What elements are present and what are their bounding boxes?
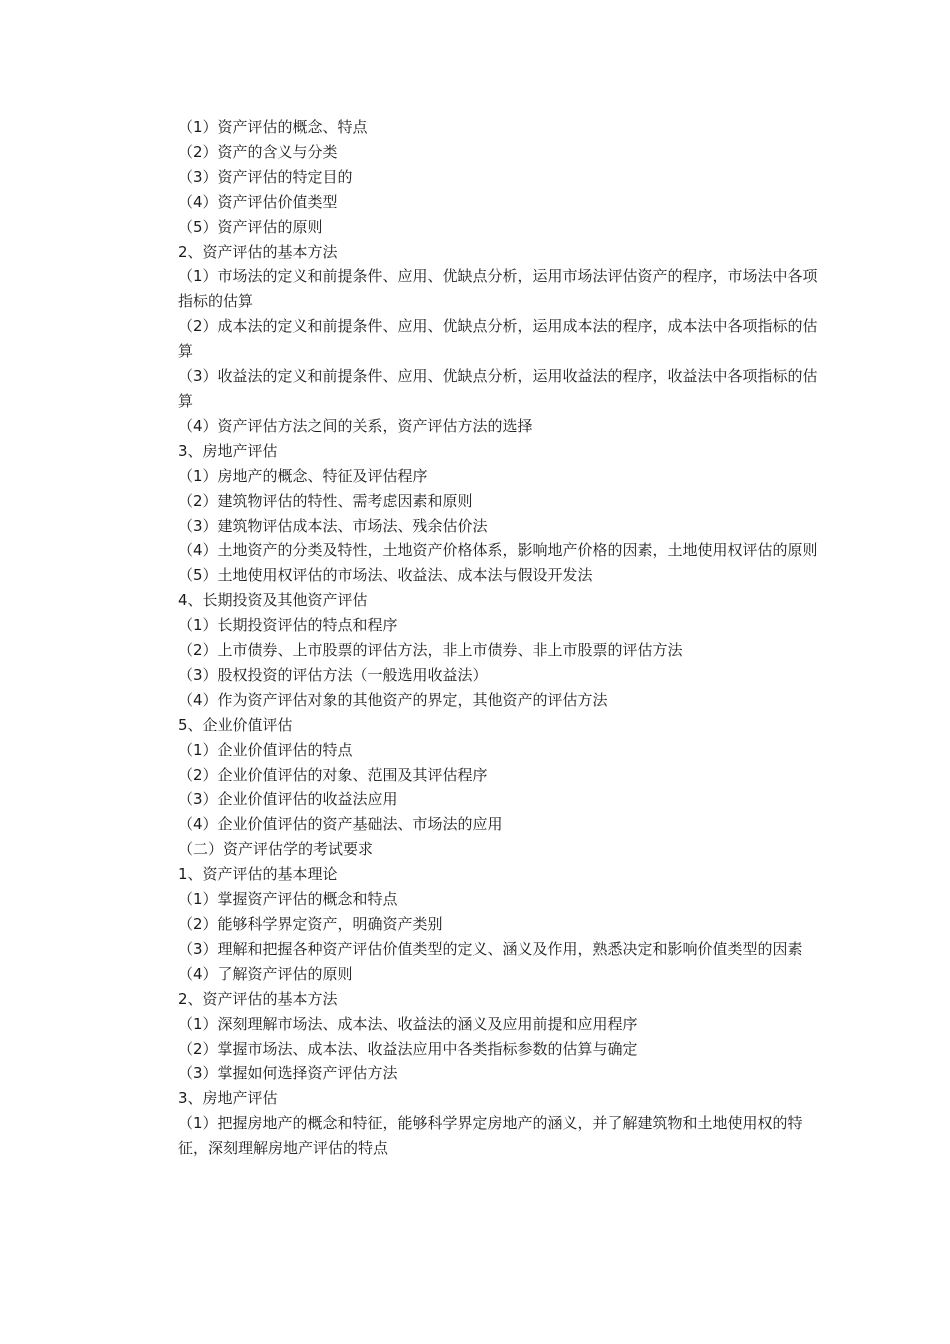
list-item: （5）资产评估的原则 — [178, 217, 323, 236]
list-item: （4）作为资产评估对象的其他资产的界定，其他资产的评估方法 — [178, 690, 608, 709]
list-item: （1）市场法的定义和前提条件、应用、优缺点分析，运用市场法评估资产的程序，市场法中各项指标的估算 — [178, 267, 818, 311]
list-item: （3）企业价值评估的收益法应用 — [178, 790, 398, 809]
list-item: （2）成本法的定义和前提条件、应用、优缺点分析，运用成本法的程序，成本法中各项指标的估算 — [178, 317, 818, 361]
document-body — [178, 115, 818, 1161]
list-item: （2）资产的含义与分类 — [178, 142, 338, 161]
section-heading: 2、资产评估的基本方法 — [178, 242, 338, 261]
list-item: （1）深刻理解市场法、成本法、收益法的涵义及应用前提和应用程序 — [178, 1014, 638, 1033]
list-item: （2）能够科学界定资产，明确资产类别 — [178, 915, 443, 933]
list-item: （1）企业价值评估的特点 — [178, 740, 353, 759]
list-item: （3）掌握如何选择资产评估方法 — [178, 1064, 398, 1083]
section-heading: 3、房地产评估 — [178, 441, 278, 460]
list-item: （2）掌握市场法、成本法、收益法应用中各类指标参数的估算与确定 — [178, 1039, 638, 1058]
section-heading: 5、企业价值评估 — [178, 715, 293, 734]
list-item: （2）建筑物评估的特性、需考虑因素和原则 — [178, 491, 473, 510]
list-item: （4）了解资产评估的原则 — [178, 964, 353, 983]
section-heading: 1、资产评估的基本理论 — [178, 865, 338, 884]
list-item: （5）土地使用权评估的市场法、收益法、成本法与假设开发法 — [178, 566, 593, 585]
list-item: （1）房地产的概念、特征及评估程序 — [178, 466, 428, 485]
list-item: （2）企业价值评估的对象、范围及其评估程序 — [178, 765, 488, 784]
list-item: （3）股权投资的评估方法（一般选用收益法） — [178, 665, 488, 684]
chapter-heading: （二）资产评估学的考试要求 — [178, 840, 374, 859]
section-heading: 4、长期投资及其他资产评估 — [178, 591, 368, 610]
section-heading: 2、资产评估的基本方法 — [178, 989, 338, 1008]
list-item: （3）收益法的定义和前提条件、应用、优缺点分析，运用收益法的程序，收益法中各项指标的估算 — [178, 367, 818, 410]
list-item: （1）资产评估的概念、特点 — [178, 118, 368, 136]
list-item: （4）土地资产的分类及特性，土地资产价格体系，影响地产价格的因素，土地使用权评估的原则 — [178, 541, 818, 560]
list-item: （4）资产评估价值类型 — [178, 192, 338, 211]
list-item: （4）资产评估方法之间的关系，资产评估方法的选择 — [178, 416, 533, 435]
list-item: （1）长期投资评估的特点和程序 — [178, 616, 398, 635]
list-item: （2）上市债券、上市股票的评估方法，非上市债券、非上市股票的评估方法 — [178, 641, 683, 660]
list-item: （1）掌握资产评估的概念和特点 — [178, 890, 398, 909]
section-heading: 3、房地产评估 — [178, 1089, 278, 1108]
list-item: （3）建筑物评估成本法、市场法、残余估价法 — [178, 516, 488, 535]
list-item: （4）企业价值评估的资产基础法、市场法的应用 — [178, 815, 503, 834]
list-item: （1）把握房地产的概念和特征，能够科学界定房地产的涵义，并了解建筑物和土地使用权的特征，深刻理解房地产评估的特点 — [178, 1114, 803, 1158]
list-item: （3）资产评估的特定目的 — [178, 167, 353, 186]
list-item: （3）理解和把握各种资产评估价值类型的定义、涵义及作用，熟悉决定和影响价值类型的因素 — [178, 939, 803, 958]
